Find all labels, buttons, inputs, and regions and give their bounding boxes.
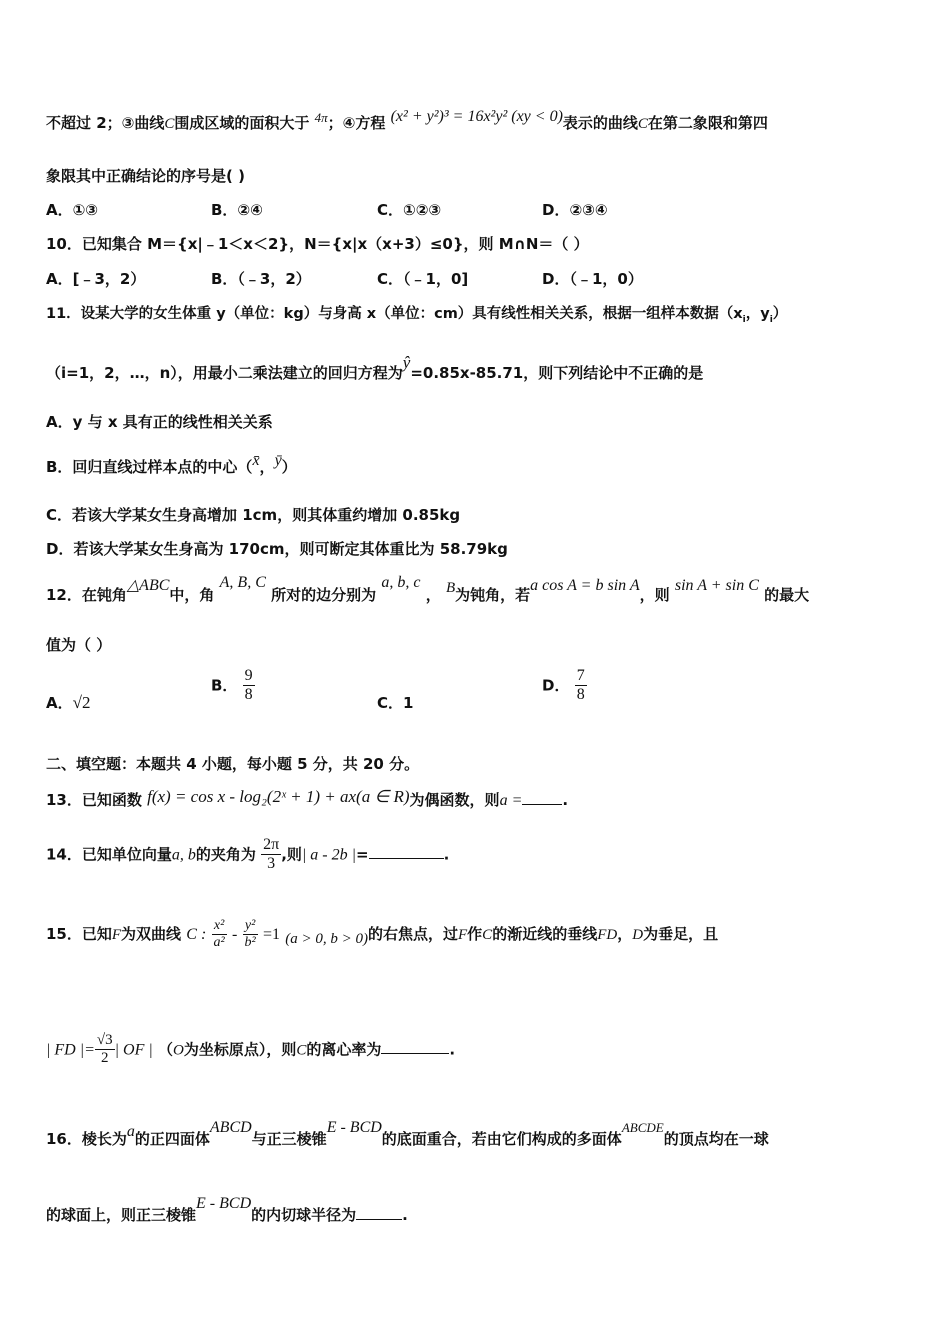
- q16-line2: [46, 1195, 408, 1225]
- q14-angle-num: 2π: [261, 836, 281, 855]
- q15-text-d: 作: [467, 925, 483, 944]
- q14-answer-blank[interactable]: [369, 858, 444, 859]
- q13-answer-blank[interactable]: [522, 804, 562, 805]
- q14-end: .: [443, 845, 450, 864]
- q12-option-b: [211, 667, 255, 705]
- q12-text-d: ，: [425, 586, 441, 604]
- q15-var-o: O: [173, 1042, 184, 1059]
- q9-line1: [46, 108, 768, 133]
- q14-abs-expr: | a - 2b |: [301, 846, 357, 864]
- q11-text-a: 11．设某大学的女生体重 y（单位：kg）与身高 x（单位：cm）具有线性相关关系，根据一组样本数据（x: [46, 306, 743, 322]
- q12-line1: [46, 574, 810, 605]
- q12-optd-fraction: [575, 667, 587, 705]
- q11-option-a: A．y 与 x 具有正的线性相关关系: [46, 413, 273, 431]
- q15-frac-x: [212, 918, 227, 951]
- q12-option-d: [542, 667, 587, 705]
- q15-x2: x²: [212, 918, 227, 935]
- q15-var-fd: FD: [597, 927, 618, 944]
- q14-angle-fraction: [261, 836, 281, 874]
- q13-var-a: a =: [499, 792, 523, 809]
- q12-angles: A, B, C: [219, 574, 266, 591]
- q15-text-i: 为坐标原点），则: [183, 1040, 297, 1059]
- q15-y2: y²: [243, 918, 258, 935]
- q15-condition: (a > 0, b > 0): [285, 931, 368, 948]
- q10-option-b: B．（﹣3，2）: [211, 270, 311, 288]
- section-fill-in-title: 二、填空题：本题共 4 小题，每小题 5 分，共 20 分。: [46, 755, 420, 773]
- q12-opta-label: A．: [46, 694, 73, 712]
- q15-answer-blank[interactable]: [381, 1053, 449, 1054]
- q15-line1: [46, 918, 718, 951]
- q16-end: .: [402, 1206, 408, 1224]
- q11-text-c: ）: [772, 306, 788, 322]
- q15-b2: b²: [244, 935, 256, 951]
- q12-var-b: B: [445, 580, 456, 596]
- q12-text-g: 的最大: [764, 586, 810, 604]
- q12-opta-value: √2: [72, 693, 91, 712]
- q16-answer-blank[interactable]: [356, 1219, 402, 1220]
- q11-ybar: ȳ: [274, 452, 282, 469]
- q15-text-a: 15．已知: [46, 925, 112, 944]
- q15-var-c3: C: [296, 1042, 307, 1059]
- q11-optb-close: ）: [281, 458, 297, 476]
- q11-sub-i: i: [742, 314, 746, 325]
- q11-text-d: （i=1，2，…，n），用最小二乘法建立的回归方程为: [46, 364, 403, 382]
- q16-ebcd: E - BCD: [326, 1119, 382, 1136]
- q9-option-b: B．②④: [211, 201, 263, 219]
- q11-option-b: [46, 452, 297, 477]
- q16-abcde: ABCDE: [621, 1120, 664, 1135]
- q16-line1: [46, 1119, 769, 1149]
- q12-optb-num: 9: [243, 667, 255, 686]
- q15-end: .: [449, 1040, 456, 1059]
- q15-sqrt-fraction: [95, 1032, 115, 1068]
- q15-text-g: 为垂足，且: [643, 925, 719, 944]
- q15-var-c2: C: [482, 927, 493, 944]
- q12-optd-den: 8: [576, 686, 585, 704]
- q16-text-a: 16．棱长为: [46, 1130, 127, 1148]
- q15-eq1: =1: [262, 926, 280, 944]
- q9-var-c2: C: [637, 116, 648, 132]
- q12-optd-num: 7: [575, 667, 587, 686]
- q10-option-d: D．（﹣1，0）: [542, 270, 643, 288]
- q14-text-b: 的夹角为: [195, 845, 256, 864]
- q15-var-f2: F: [457, 927, 468, 944]
- q16-text-f: 的球面上，则正三棱锥: [46, 1206, 197, 1224]
- q11-sub-i2: i: [769, 314, 773, 325]
- q12-line2: 值为（ ）: [46, 636, 112, 654]
- q15-text-b: 为双曲线: [121, 925, 182, 944]
- q12-expression: sin A + sin C: [674, 577, 759, 594]
- q12-condition: a cos A = b sin A: [530, 577, 640, 594]
- q11-optb-text: B．回归直线过样本点的中心（: [46, 458, 253, 476]
- q11-comma: ，: [259, 458, 275, 476]
- q12-text-f: ，则: [639, 586, 670, 604]
- q11-xbar: x̄: [252, 452, 260, 469]
- q9-text-c: ；④方程: [327, 114, 386, 132]
- q14-text-c: ,则: [281, 845, 302, 864]
- q10-option-c: C．（﹣1，0]: [377, 270, 469, 288]
- q15-minus: -: [231, 926, 238, 944]
- q15-lhs: | FD |=: [46, 1041, 95, 1059]
- q15-two: 2: [101, 1050, 109, 1067]
- q14-text-a: 14．已知单位向量: [46, 845, 172, 864]
- q15-var-f: F: [111, 927, 122, 944]
- q12-triangle: △ABC: [126, 577, 170, 594]
- q9-text-b: 围成区域的面积大于: [174, 114, 310, 132]
- q9-line2: 象限其中正确结论的序号是( ): [46, 167, 245, 185]
- q16-text-b: 的正四面体: [134, 1130, 210, 1148]
- q9-equation: (x² + y²)³ = 16x²y² (xy < 0): [390, 108, 563, 125]
- q11-text-b: ，y: [745, 306, 770, 322]
- q11-option-c: C．若该大学某女生身高增加 1cm，则其体重约增加 0.85kg: [46, 506, 461, 524]
- q11-line1: [46, 302, 787, 325]
- q14-line: [46, 836, 449, 874]
- q13-line: [46, 789, 568, 810]
- q9-area: 4π: [314, 110, 328, 125]
- q15-text-j: 的离心率为: [306, 1040, 382, 1059]
- q11-yhat: ŷ: [402, 353, 411, 372]
- q15-text-e: 的渐近线的垂线: [492, 925, 598, 944]
- q9-option-d: D．②③④: [542, 201, 608, 219]
- q15-rhs: | OF |: [114, 1041, 153, 1059]
- q16-text-g: 的内切球半径为: [251, 1206, 357, 1224]
- q12-optb-den: 8: [244, 686, 253, 704]
- q9-text-d: 表示的曲线: [562, 114, 638, 132]
- q13-end: .: [562, 791, 569, 809]
- q9-option-a: A．①③: [46, 201, 99, 219]
- q16-text-d: 的底面重合，若由它们构成的多面体: [381, 1130, 622, 1148]
- q11-line2: [46, 353, 704, 383]
- q13-function: f(x) = cos x - log₂(2ˣ + 1) + ax(a ∈ R): [147, 787, 410, 806]
- q12-optb-label: B．: [211, 676, 238, 695]
- q10-stem: 10．已知集合 M＝{x|﹣1＜x＜2}，N＝{x|x（x+3）≤0}，则 M∩N＝（ ）: [46, 235, 589, 253]
- q15-sqrt3: √3: [95, 1032, 115, 1050]
- q16-text-e: 的顶点均在一球: [663, 1130, 769, 1148]
- q12-optb-fraction: [243, 667, 255, 705]
- q16-ebcd2: E - BCD: [196, 1195, 252, 1212]
- q9-text-a: 不超过 2；③曲线: [46, 114, 165, 132]
- q14-equals: =: [356, 845, 369, 864]
- q12-text-e: 为钝角，若: [455, 586, 531, 604]
- q12-text-b: 中，角: [169, 586, 215, 604]
- q14-vectors: a, b: [171, 846, 196, 864]
- q12-option-a: [46, 692, 90, 713]
- q15-text-f: ，: [617, 925, 633, 944]
- q11-option-d: D．若该大学某女生身高为 170cm，则可断定其体重比为 58.79kg: [46, 540, 508, 558]
- q15-var-d: D: [632, 927, 644, 944]
- q15-line2: [46, 1032, 455, 1068]
- q14-angle-den: 3: [267, 855, 276, 873]
- q13-text-b: 为偶函数，则: [409, 791, 500, 809]
- q12-option-c: C．1: [377, 694, 414, 712]
- q15-frac-y: [243, 918, 258, 951]
- q9-option-c: C．①②③: [377, 201, 442, 219]
- q9-var-c: C: [164, 116, 175, 132]
- q13-text-a: 13．已知函数: [46, 791, 142, 809]
- q15-text-h: （: [158, 1040, 174, 1059]
- q12-optd-label: D．: [542, 676, 570, 695]
- q11-text-e: =0.85x-85.71，则下列结论中不正确的是: [410, 364, 704, 382]
- q16-var-a: a: [126, 1123, 135, 1140]
- q10-option-a: A．[﹣3，2）: [46, 270, 146, 288]
- q15-c-prefix: C :: [186, 926, 207, 944]
- q12-text-a: 12．在钝角: [46, 586, 127, 604]
- q12-text-c: 所对的边分别为: [271, 586, 377, 604]
- q16-abcd: ABCD: [209, 1119, 252, 1136]
- q9-text-e: 在第二象限和第四: [647, 114, 768, 132]
- q15-text-c: 的右焦点，过: [367, 925, 458, 944]
- q15-a2: a²: [213, 935, 225, 951]
- q12-sides: a, b, c: [381, 574, 421, 591]
- q16-text-c: 与正三棱锥: [251, 1130, 327, 1148]
